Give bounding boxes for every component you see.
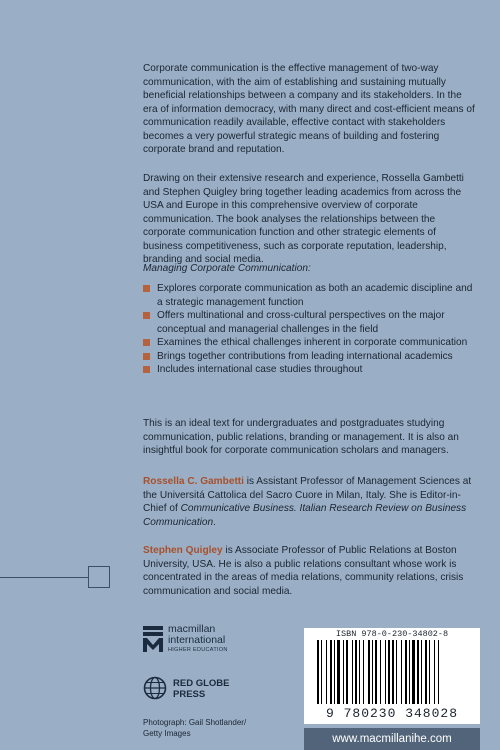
overview-paragraph: Drawing on their extensive research and experience, Rossella Gambetti and Stephen Quigley bring together leading academics from across the USA and Europe in this comprehensive overview of corporate communication. The book analyses the relationships between the corporate communication function and other strategic elements of business competitiveness, such as corporate reputation, leadership, branding and social media.	[143, 173, 464, 266]
publisher-line3: HIGHER EDUCATION	[168, 647, 228, 653]
credit-line1: Photograph: Gail Shotlander/	[143, 718, 247, 727]
publisher-name	[168, 624, 228, 654]
author-bio-quigley	[143, 544, 477, 598]
feature-item	[143, 336, 477, 350]
globe-icon	[143, 676, 167, 700]
feature-item	[143, 350, 477, 364]
feature-item	[143, 363, 477, 377]
book-title: Managing Corporate Communication	[143, 263, 308, 274]
macmillan-logo-icon	[143, 626, 163, 652]
feature-text: Brings together contributions from leading international academics	[157, 350, 453, 362]
author-bio-text: is Associate Professor of Public Relations at Boston University, USA. He is also a public relations consultant whose work is concentrated in the areas of media relations, community relations, crisis communication and social media.	[143, 545, 464, 597]
feature-item	[143, 282, 477, 309]
credit-line2: Getty Images	[143, 729, 191, 738]
feature-text: Examines the ethical challenges inherent in corporate communication	[157, 337, 468, 348]
decorative-square	[88, 566, 110, 588]
macmillan-logo	[143, 624, 263, 664]
author-bio-end: .	[213, 516, 216, 528]
barcode-bars	[317, 640, 469, 704]
author-bio-gambetti	[143, 475, 477, 529]
square-bullet-icon	[143, 312, 150, 319]
publisher-url[interactable]: www.macmillanihe.com	[304, 728, 480, 750]
square-bullet-icon	[143, 366, 150, 373]
square-bullet-icon	[143, 353, 150, 360]
feature-list	[143, 282, 477, 377]
feature-text: Includes international case studies throughout	[157, 364, 363, 375]
feature-item	[143, 309, 477, 336]
feature-text: Offers multinational and cross-cultural perspectives on the major conceptual and managerial challenges in the field	[157, 310, 445, 335]
journal-title: Communicative Business. Italian Research Review on Business Communication	[143, 503, 467, 528]
audience-paragraph: This is an ideal text for undergraduates and postgraduates studying communication, public relations, branding or management. It is also an insightful book for corporate communication scholars and managers.	[143, 418, 459, 457]
decorative-line	[0, 577, 88, 578]
author-name: Rossella C. Gambetti	[143, 476, 244, 488]
photo-credit	[143, 717, 246, 739]
square-bullet-icon	[143, 285, 150, 292]
publisher-line1: macmillan	[168, 623, 216, 635]
book-title-heading: Managing Corporate Communication:	[143, 263, 311, 274]
publisher-line2: international	[168, 634, 226, 646]
isbn-barcode	[304, 628, 480, 724]
isbn-label: ISBN 978-0-230-34802-8	[335, 629, 449, 639]
square-bullet-icon	[143, 339, 150, 346]
imprint-line1: RED GLOBE	[173, 678, 230, 689]
feature-text: Explores corporate communication as both an academic discipline and a strategic management function	[157, 283, 473, 308]
author-name: Stephen Quigley	[143, 545, 223, 557]
imprint-name	[173, 678, 229, 700]
author-bio-text: is Assistant Professor of Management Sciences at the Universitá Cattolica del Sacro Cuore in Milan, Italy. She is Editor-in-Chief of	[143, 476, 472, 515]
imprint-line2: PRESS	[173, 689, 206, 700]
intro-paragraph: Corporate communication is the effective management of two-way communication, with the aim of establishing and sustaining mutually beneficial relationships between a company and its stakeholders. In the era of information democracy, with many direct and cost-efficient means of communication readily available, effective contact with stakeholders becomes a very powerful strategic means of building and fostering corporate brand and reputation.	[143, 63, 475, 156]
barcode-digits: 9 780230 348028	[325, 706, 459, 721]
